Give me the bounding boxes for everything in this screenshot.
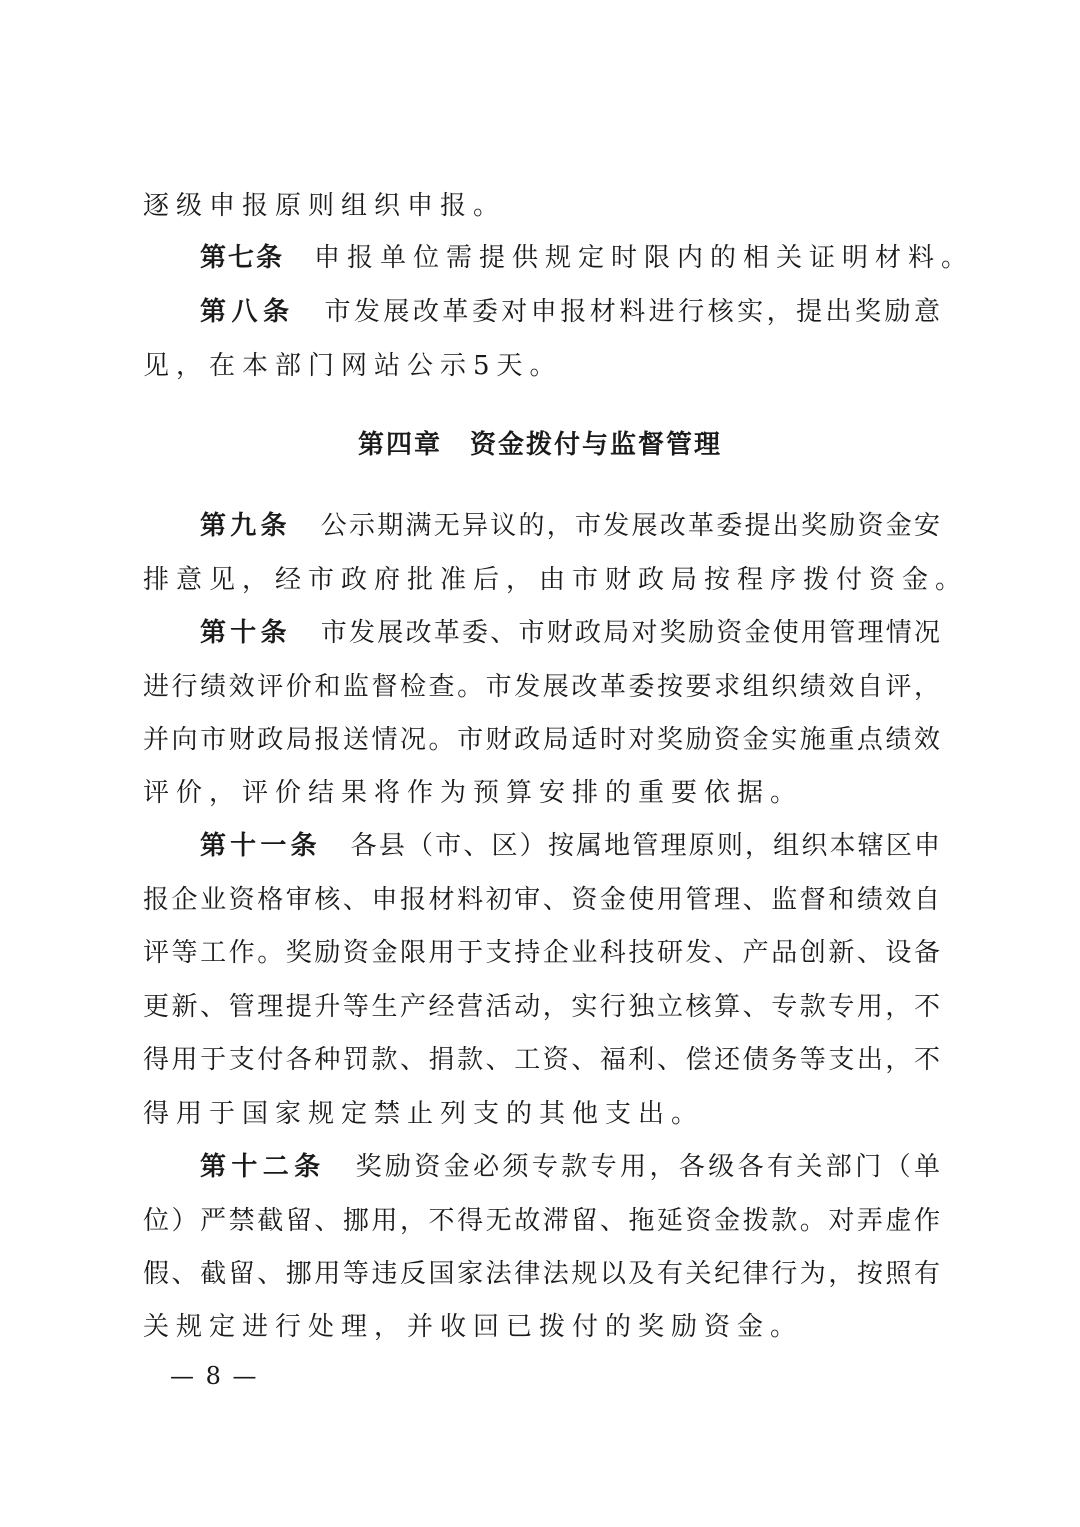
paragraph-line: 关规定进行处理，并收回已拨付的奖励资金。 xyxy=(143,1312,804,1342)
paragraph-line: 得用于支付各种罚款、捐款、工资、福利、偿还债务等支出，不 xyxy=(143,1045,940,1075)
article-9 xyxy=(200,508,940,544)
chapter-number: 第四章 xyxy=(357,430,442,460)
article-text: 公示期满无异议的，市发展改革委提出奖励资金安 xyxy=(320,511,940,541)
paragraph-line: 排意见，经市政府批准后，由市财政局按程序拨付资金。 xyxy=(143,565,969,595)
article-7 xyxy=(200,240,975,276)
page-number: — 8 — xyxy=(170,1362,259,1390)
article-label: 第十条 xyxy=(200,618,291,648)
paragraph-line: 得用于国家规定禁止列支的其他支出。 xyxy=(143,1099,705,1129)
chapter-title: 资金拨付与监督管理 xyxy=(470,430,723,460)
article-label: 第七条 xyxy=(200,243,285,273)
article-label: 第八条 xyxy=(200,297,295,327)
article-12 xyxy=(200,1149,940,1185)
article-label: 第九条 xyxy=(200,511,291,541)
paragraph-line: 见，在本部门网站公示5天。 xyxy=(143,351,563,381)
article-text: 申报单位需提供规定时限内的相关证明材料。 xyxy=(314,243,975,273)
article-8 xyxy=(200,294,940,330)
article-text: 各县（市、区）按属地管理原则，组织本辖区申 xyxy=(350,831,940,861)
article-label: 第十二条 xyxy=(200,1152,326,1182)
paragraph-line: 逐级申报原则组织申报。 xyxy=(143,191,507,221)
article-text: 奖励资金必须专款专用，各级各有关部门（单 xyxy=(355,1152,940,1182)
article-11 xyxy=(200,828,940,864)
article-label: 第十一条 xyxy=(200,831,321,861)
article-10 xyxy=(200,615,940,651)
article-text: 市发展改革委对申报材料进行核实，提出奖励意 xyxy=(324,297,940,327)
paragraph-line: 评价，评价结果将作为预算安排的重要依据。 xyxy=(143,778,804,808)
paragraph-line: 并向市财政局报送情况。市财政局适时对奖励资金实施重点绩效 xyxy=(143,725,940,755)
paragraph-line: 位）严禁截留、挪用，不得无故滞留、拖延资金拨款。对弄虚作 xyxy=(143,1206,940,1236)
paragraph-line: 更新、管理提升等生产经营活动，实行独立核算、专款专用，不 xyxy=(143,992,940,1022)
chapter-heading xyxy=(0,427,1080,463)
paragraph-line: 报企业资格审核、申报材料初审、资金使用管理、监督和绩效自 xyxy=(143,885,940,915)
article-text: 市发展改革委、市财政局对奖励资金使用管理情况 xyxy=(320,618,940,648)
paragraph-line: 进行绩效评价和监督检查。市发展改革委按要求组织绩效自评， xyxy=(143,672,940,702)
paragraph-line: 假、截留、挪用等违反国家法律法规以及有关纪律行为，按照有 xyxy=(143,1259,940,1289)
paragraph-line: 评等工作。奖励资金限用于支持企业科技研发、产品创新、设备 xyxy=(143,938,940,968)
